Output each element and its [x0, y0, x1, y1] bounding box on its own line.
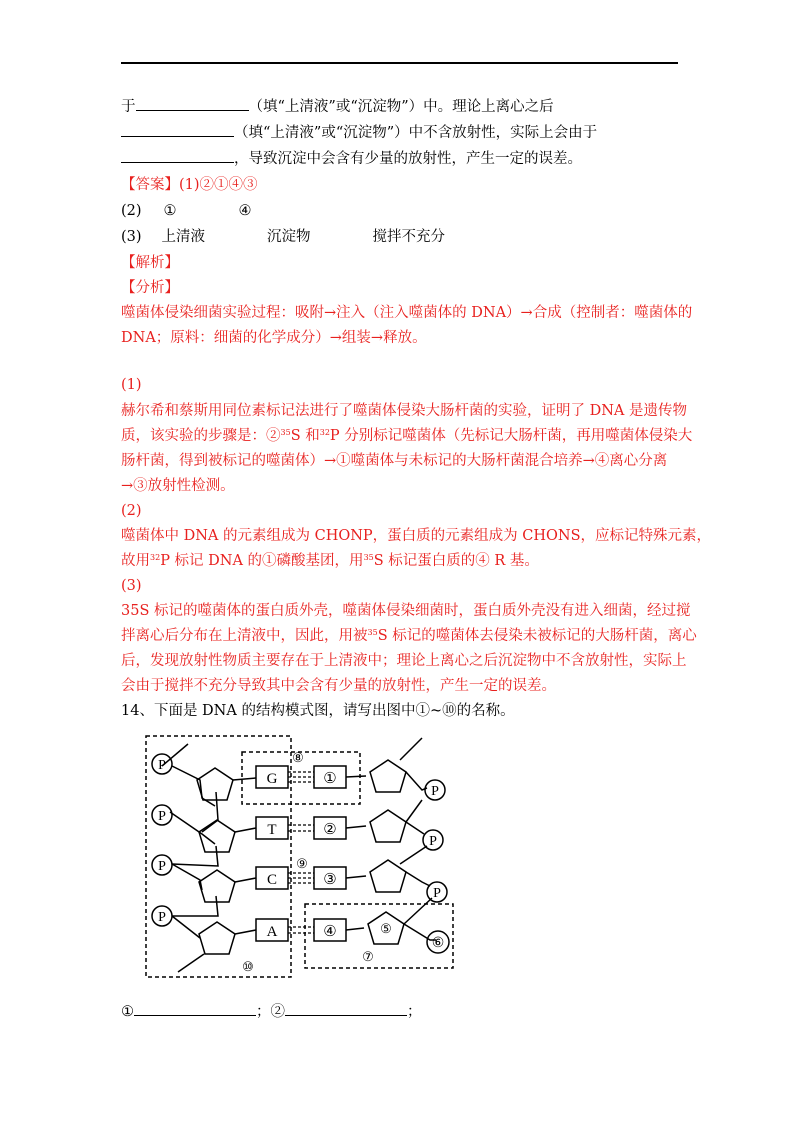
text-segment: 质，该实验的步骤是：② [121, 428, 281, 444]
base-label-a: A [266, 924, 278, 940]
analysis-p1-number: (1) [121, 377, 142, 393]
sugar-pentagon [199, 922, 235, 954]
answer-q2-number: (2) [121, 203, 142, 219]
question-line-3 [121, 148, 582, 169]
label-7: ⑦ [362, 949, 374, 964]
analysis-p3-number: (3) [121, 578, 142, 594]
answer-q3-b: 沉淀物 [267, 229, 311, 245]
phosphate-label: P [158, 809, 166, 824]
phosphate-label: P [158, 910, 166, 925]
answer-line-1 [121, 175, 258, 195]
isotope-superscript: 35 [280, 428, 291, 437]
base-number-1: ① [323, 771, 337, 787]
isotope-superscript: 32 [150, 553, 161, 562]
phosphate-label: P [158, 758, 166, 773]
phosphate-label: P [429, 834, 437, 849]
end-mark: ； [407, 1004, 422, 1020]
base-label-t: T [267, 822, 277, 838]
analysis-p2-line-2 [121, 551, 539, 571]
question-text: （填“上清液”或“沉淀物”）中。理论上离心之后 [248, 99, 554, 115]
blank-1-label: ① [121, 1004, 134, 1020]
answer-line-3 [121, 227, 445, 247]
text-segment: S 标记蛋白质的④ R 基。 [373, 553, 539, 569]
analysis-p3-line-1: 35S 标记的噬菌体的蛋白质外壳，噬菌体侵染细菌时，蛋白质外壳没有进入细菌，经过搅 [121, 603, 691, 619]
answer-q2-b: ④ [238, 203, 252, 219]
blank-2-label: ；② [256, 1004, 285, 1020]
question-text: （填“上清液”或“沉淀物”）中不含放射性，实际上会由于 [234, 125, 598, 141]
answer-blank[interactable] [121, 122, 234, 137]
sugar-pentagon [199, 870, 235, 902]
text-segment: S 和 [290, 428, 320, 444]
dna-structure-diagram [140, 728, 470, 990]
sugar-pentagon [370, 860, 406, 892]
analysis-p2-line-1: 噬菌体中 DNA 的元素组成为 CHONP，蛋白质的元素组成为 CHONS，应标记特殊元素， [121, 528, 712, 544]
phosphate-label: P [433, 886, 441, 901]
analysis-p1-line-4: →③放射性检测。 [121, 478, 235, 494]
answer-label: 【答案】 [121, 177, 179, 193]
base-number-4: ④ [323, 924, 337, 940]
analysis-p2-number: (2) [121, 503, 142, 519]
label-8: ⑧ [292, 750, 304, 765]
answer-blank-1[interactable] [134, 1001, 256, 1016]
question-line-1 [121, 96, 554, 117]
deoxyribose-right [368, 760, 406, 944]
label-9: ⑨ [296, 856, 308, 871]
text-yu: 于 [121, 99, 136, 115]
answer-blank-2[interactable] [285, 1001, 407, 1016]
sugar-pentagon [370, 760, 406, 792]
phosphate-left [152, 754, 172, 926]
phosphate-label: P [431, 784, 439, 799]
right-bases [314, 766, 346, 941]
text-segment: P 分别标记噬菌体（先标记大肠杆菌，再用噬菌体侵染大 [329, 428, 693, 444]
text-segment: 故用 [121, 553, 150, 569]
analysis-p1-line-1: 赫尔希和蔡斯用同位素标记法进行了噬菌体侵染大肠杆菌的实验，证明了 DNA 是遗传物 [121, 403, 687, 419]
text-segment: P 标记 DNA 的①磷酸基团，用 [160, 553, 364, 569]
text-segment: S 标记的噬菌体去侵染未被标记的大肠杆菌，离心 [377, 628, 697, 644]
answer-q3-a: 上清液 [161, 229, 206, 245]
isotope-superscript: 35 [363, 553, 374, 562]
question-14-text: 14、下面是 DNA 的结构模式图，请写出图中①~⑩的名称。 [121, 703, 515, 719]
analysis-process-line-2: DNA；原料：细菌的化学成分）→组装→释放。 [121, 330, 427, 346]
base-number-2: ② [323, 822, 337, 838]
analysis-p3-line-3: 后，发现放射性物质主要存在于上清液中；理论上离心之后沉淀物中不含放射性，实际上 [121, 653, 687, 669]
left-bases [256, 766, 288, 941]
sugar-base-bonds [233, 778, 256, 934]
isotope-superscript: 32 [319, 428, 330, 437]
answer-q3-c: 搅拌不充分 [372, 229, 446, 245]
phosphate-label: P [158, 859, 166, 874]
analysis-p3-line-2 [121, 626, 697, 646]
answer-q2-a: ① [163, 203, 177, 219]
analysis-process-line-1: 噬菌体侵染细菌实验过程：吸附→注入（注入噬菌体的 DNA）→合成（控制者：噬菌体的 [121, 305, 693, 321]
analysis-p3-line-4: 会由于搅拌不充分导致其中会含有少量的放射性，产生一定的误差。 [121, 678, 556, 694]
fenxi-label: 【分析】 [121, 280, 179, 296]
answer-line-2 [121, 201, 252, 221]
phosphate-right [423, 780, 449, 953]
analysis-p1-line-3: 肠杆菌，得到被标记的噬菌体）→①噬菌体与未标记的大肠杆菌混合培养→④离心分离 [121, 453, 668, 469]
analysis-p1-line-2 [121, 426, 692, 446]
answer-blanks-line [121, 1001, 422, 1022]
label-10: ⑩ [242, 959, 254, 974]
answer-blank[interactable] [136, 96, 249, 111]
right-sugar-base-bonds [346, 776, 366, 930]
left-backbone [162, 744, 218, 972]
answer-q1: (1)②①④③ [179, 177, 258, 193]
question-text: ，导致沉淀中会含有少量的放射性，产生一定的误差。 [234, 151, 582, 167]
jiexi-label: 【解析】 [121, 255, 179, 271]
header-rule [121, 62, 678, 64]
hydrogen-bonds [288, 772, 314, 933]
isotope-superscript: 35 [367, 628, 378, 637]
base-label-g: G [266, 771, 278, 787]
base-label-c: C [266, 872, 278, 888]
base-number-3: ③ [323, 872, 337, 888]
text-segment: 拌离心后分布在上清液中，因此，用被 [121, 628, 368, 644]
answer-blank[interactable] [121, 148, 234, 163]
answer-q3-number: (3) [121, 229, 142, 245]
question-line-2 [121, 122, 597, 143]
label-5: ⑤ [380, 921, 392, 936]
label-6: ⑥ [431, 936, 445, 951]
sugar-pentagon [370, 810, 406, 842]
